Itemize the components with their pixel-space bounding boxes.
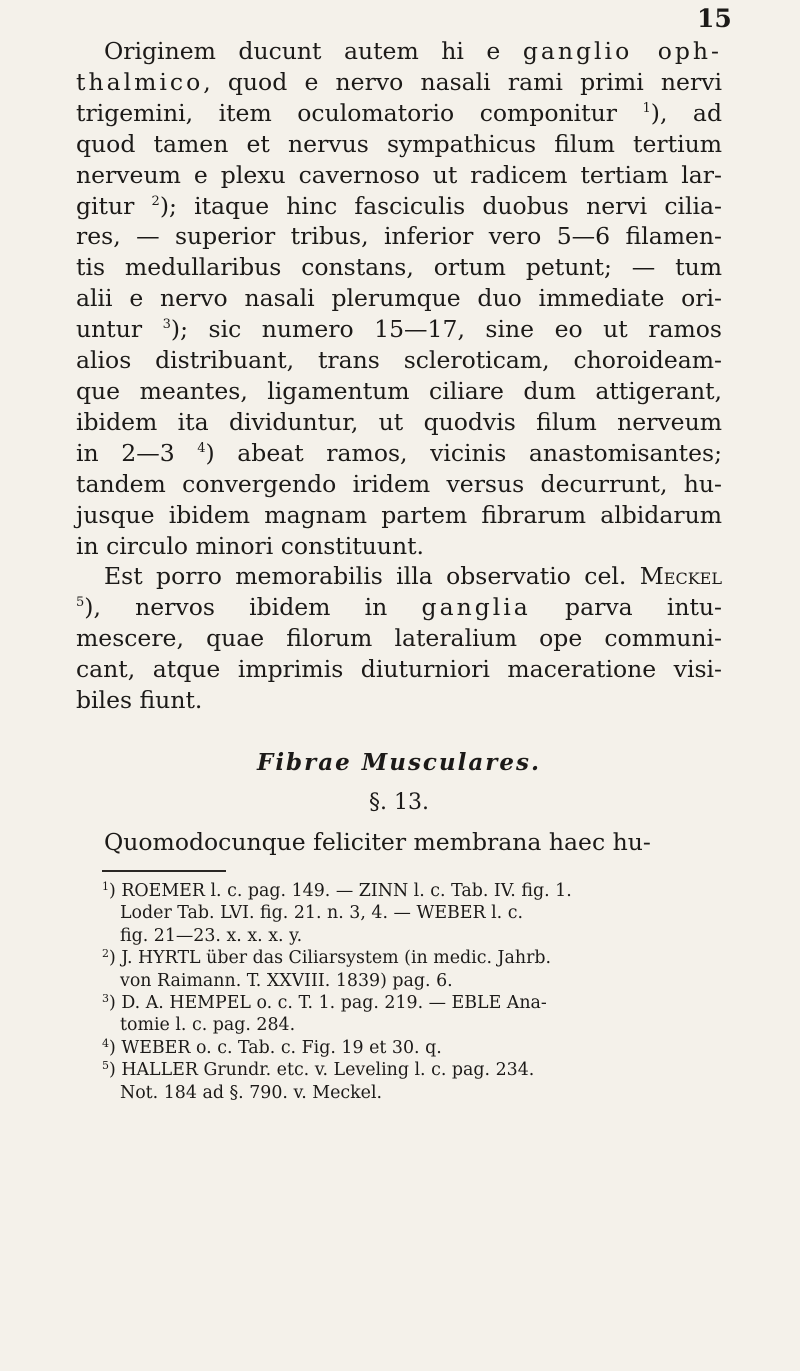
text-line: alii e nervo nasali plerumque duo immediate ori- [76,284,722,313]
continuation-line: Quomodocunque feliciter membrana haec hu- [104,828,651,856]
text-line: jusque ibidem magnam partem fibrarum albidarum [76,500,722,529]
section-heading: Fibrae Musculares. [256,749,541,776]
text-line: mescere, quae filorum lateralium ope communi- [76,624,722,653]
emphasis-spaced: thalmico [76,67,204,96]
author-name: Meckel [639,562,722,591]
footnote-divider [102,870,226,872]
text-line: trigemini, item oculomatorio componitur $^1$), ad [76,98,722,127]
footnote: $^1$) ROEMER l. c. pag. 149. — ZINN l. c. Tab. IV. fig. 1. Loder Tab. LVI. fig. 21. n. 3, 4. — WEBER l. c. fig. 21—23. x. x. x. y. [102,880,572,946]
footnote: $^3$) D. A. HEMPEL o. c. T. 1. pag. 219. — EBLE Ana- tomie l. c. pag. 284. [102,992,547,1036]
page-number: 15 [697,4,732,33]
text-line: Originem ducunt autem hi e ganglio oph- [104,37,722,65]
text-line: cant, atque imprimis diuturniori maceratione visi- [76,655,722,684]
text-line: biles fiunt. [76,686,203,715]
footnote-ref: 4 [197,440,206,456]
text-line: Est porro memorabilis illa observatio cel. Meckel [104,562,722,591]
footnote-ref: 3 [162,317,171,333]
text-line: thalmico, quod e nervo nasali rami primi nervi [76,67,722,96]
main-text [76,36,722,716]
text-line: ibidem ita dividuntur, ut quodvis filum nerveum [76,407,722,436]
footnotes [102,880,724,1104]
footnote-ref: 1 [642,100,651,116]
footnote: $^2$) J. HYRTL über das Ciliarsystem (in medic. Jahrb. von Raimann. T. XXVIII. 1839) pag. 6. [102,947,552,991]
text-line: que meantes, ligamentum ciliare dum attigerant, [76,376,722,405]
text-line: gitur $^2$); itaque hinc fasciculis duobus nervi cilia- [76,191,722,220]
footnote: $^4$) WEBER o. c. Tab. c. Fig. 19 et 30. q. [102,1036,442,1058]
emphasis-spaced: ganglio oph- [522,37,722,65]
emphasis-spaced: ganglia [421,593,531,622]
text-line: $^5$), nervos ibidem in ganglia parva intu- [76,593,722,622]
text-line: untur $^3$); sic numero 15—17, sine eo ut ramos [76,315,722,344]
footnote-ref: 5 [76,595,85,611]
text-line: tandem convergendo iridem versus decurrunt, hu- [76,469,722,498]
footnote-ref: 2 [151,193,160,209]
text-line: in circulo minori constituunt. [76,531,424,560]
section-number: §. 13. [369,790,429,815]
text-line: tis medullaribus constans, ortum petunt; — tum [76,253,722,282]
text-line: alios distribuant, trans scleroticam, choroideam- [76,346,722,375]
text-line: quod tamen et nervus sympathicus filum tertium [76,129,722,158]
text-line: in 2—3 $^4$) abeat ramos, vicinis anastomisantes; [76,438,722,467]
text-line: nerveum e plexu cavernoso ut radicem tertiam lar- [76,160,722,189]
footnote: $^5$) HALLER Grundr. etc. v. Leveling l. c. pag. 234. Not. 184 ad §. 790. v. Meckel. [102,1059,535,1103]
text-line: res, — superior tribus, inferior vero 5—6 filamen- [76,222,722,251]
